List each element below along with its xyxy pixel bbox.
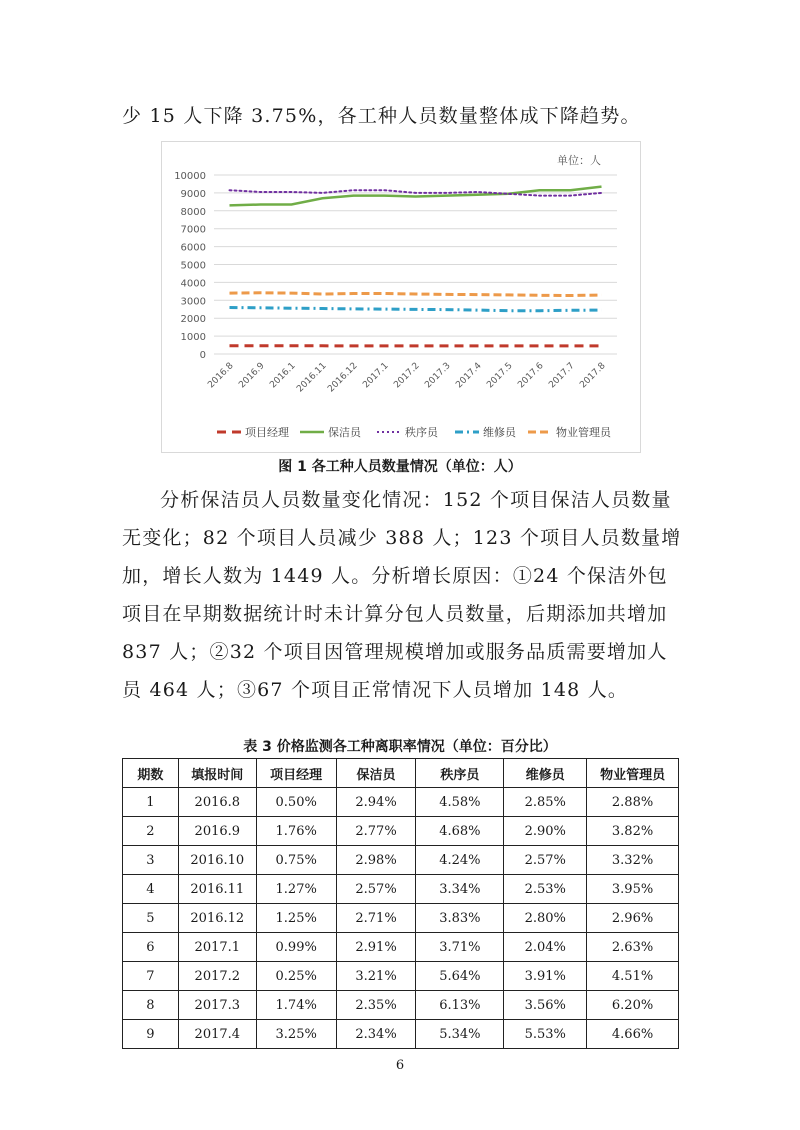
table-cell: 2.88% — [587, 788, 679, 817]
x-tick-label: 2017.3 — [423, 361, 453, 391]
table-cell: 2.77% — [336, 817, 416, 846]
chart-y-axis — [174, 171, 206, 361]
x-tick-label: 2017.8 — [578, 361, 608, 391]
table-cell: 1.25% — [256, 904, 336, 933]
chart-gridlines — [214, 175, 617, 354]
table-cell: 5.34% — [416, 1020, 504, 1049]
table-cell: 6.20% — [587, 991, 679, 1020]
table-cell: 3.91% — [504, 962, 587, 991]
table-cell: 2016.10 — [178, 846, 256, 875]
table-caption: 表 3 价格监测各工种离职率情况（单位：百分比） — [243, 739, 557, 755]
y-tick-label: 3000 — [180, 296, 206, 308]
table-cell: 3.82% — [587, 817, 679, 846]
table-cell: 2.04% — [504, 933, 587, 962]
table-cell: 5 — [123, 904, 179, 933]
x-tick-label: 2017.7 — [547, 361, 577, 391]
chart-legend — [217, 425, 612, 439]
y-tick-label: 0 — [199, 350, 206, 361]
table-cell: 6.13% — [416, 991, 504, 1020]
table-cell: 2.96% — [587, 904, 679, 933]
x-tick-label: 2017.1 — [361, 361, 391, 391]
paragraph-intro: 少 15 人下降 3.75%，各工种人员数量整体成下降趋势。 — [122, 105, 641, 127]
series-line-4 — [230, 293, 602, 296]
table-header-row — [123, 759, 679, 788]
table-cell: 0.25% — [256, 962, 336, 991]
table-row — [123, 933, 679, 962]
table-cell: 4.66% — [587, 1020, 679, 1049]
x-tick-label: 2016.9 — [237, 361, 267, 391]
x-tick-label: 2017.5 — [485, 361, 515, 391]
table-cell: 2.94% — [336, 788, 416, 817]
table-cell: 1.27% — [256, 875, 336, 904]
header-cleaner: 保洁员 — [336, 759, 416, 788]
table-cell: 0.75% — [256, 846, 336, 875]
table-cell: 2.53% — [504, 875, 587, 904]
table-cell: 2.91% — [336, 933, 416, 962]
table-cell: 0.50% — [256, 788, 336, 817]
table-cell: 0.99% — [256, 933, 336, 962]
chart-svg — [162, 142, 640, 452]
table-cell: 1 — [123, 788, 179, 817]
figure-caption: 图 1 各工种人员数量情况（单位：人） — [278, 459, 522, 475]
table-cell: 3.34% — [416, 875, 504, 904]
table-cell: 2.57% — [336, 875, 416, 904]
table-cell: 3.56% — [504, 991, 587, 1020]
table-cell: 6 — [123, 933, 179, 962]
table-cell: 2.90% — [504, 817, 587, 846]
paragraph-analysis: 分析保洁员人员数量变化情况：152 个项目保洁人员数量无变化；82 个项目人员减少 388 人；123 个项目人员数量增加，增长人数为 1449 人。分析增长原因：①24 个保洁外包项目在早期数据统计时未计算分包人员数量，后期添加共增加 837 人；②32 个项目因管理规模增加或服务品质需要增加人员 464 人；③67 个项目正常情况下人员增加 148 人。 — [122, 489, 682, 701]
table-cell: 2017.2 — [178, 962, 256, 991]
table-cell: 8 — [123, 991, 179, 1020]
table-cell: 9 — [123, 1020, 179, 1049]
x-tick-label: 2016.1 — [268, 361, 298, 391]
table-cell: 5.53% — [504, 1020, 587, 1049]
x-tick-label: 2017.6 — [516, 361, 546, 391]
table-row — [123, 846, 679, 875]
table-cell: 3 — [123, 846, 179, 875]
table-cell: 3.25% — [256, 1020, 336, 1049]
table-cell: 1.76% — [256, 817, 336, 846]
table-row — [123, 875, 679, 904]
table-row — [123, 1020, 679, 1049]
legend-label: 项目经理 — [245, 426, 289, 439]
y-tick-label: 9000 — [180, 188, 206, 200]
y-tick-label: 7000 — [180, 224, 206, 236]
series-line-3 — [230, 308, 602, 311]
table-cell: 2.57% — [504, 846, 587, 875]
x-tick-label: 2016.11 — [295, 361, 329, 395]
table-cell: 3.83% — [416, 904, 504, 933]
table-cell: 3.71% — [416, 933, 504, 962]
table-cell: 2.34% — [336, 1020, 416, 1049]
header-period: 期数 — [123, 759, 179, 788]
table-row — [123, 962, 679, 991]
legend-label: 维修员 — [483, 426, 516, 439]
chart-x-axis — [206, 361, 608, 395]
y-tick-label: 5000 — [180, 260, 206, 272]
table-cell: 2017.4 — [178, 1020, 256, 1049]
header-property-admin: 物业管理员 — [587, 759, 679, 788]
legend-label: 保洁员 — [328, 426, 361, 439]
x-tick-label: 2017.4 — [454, 361, 484, 391]
y-tick-label: 10000 — [174, 171, 206, 182]
table-cell: 4.58% — [416, 788, 504, 817]
table-row — [123, 904, 679, 933]
legend-label: 秩序员 — [405, 426, 438, 439]
table-cell: 5.64% — [416, 962, 504, 991]
table-cell: 2.80% — [504, 904, 587, 933]
x-tick-label: 2016.12 — [326, 361, 360, 395]
chart-unit-label: 单位：人 — [557, 154, 601, 167]
y-tick-label: 4000 — [180, 278, 206, 290]
table-cell: 4.24% — [416, 846, 504, 875]
table-cell: 2.71% — [336, 904, 416, 933]
table-cell: 4 — [123, 875, 179, 904]
table-cell: 1.74% — [256, 991, 336, 1020]
y-tick-label: 1000 — [180, 332, 206, 344]
table-cell: 2.35% — [336, 991, 416, 1020]
table-cell: 2017.3 — [178, 991, 256, 1020]
table-row — [123, 991, 679, 1020]
table-cell: 3.32% — [587, 846, 679, 875]
y-tick-label: 2000 — [180, 314, 206, 326]
y-tick-label: 8000 — [180, 206, 206, 218]
table-cell: 2016.12 — [178, 904, 256, 933]
table-cell: 2017.1 — [178, 933, 256, 962]
table-row — [123, 788, 679, 817]
line-chart — [161, 141, 641, 453]
table-cell: 3.21% — [336, 962, 416, 991]
table-cell: 7 — [123, 962, 179, 991]
table-cell: 3.95% — [587, 875, 679, 904]
table-cell: 2016.11 — [178, 875, 256, 904]
table-cell: 2016.9 — [178, 817, 256, 846]
table-cell: 2.85% — [504, 788, 587, 817]
page-number: 6 — [395, 1058, 405, 1073]
y-tick-label: 6000 — [180, 242, 206, 254]
table-cell: 2016.8 — [178, 788, 256, 817]
header-project-manager: 项目经理 — [256, 759, 336, 788]
header-maintenance: 维修员 — [504, 759, 587, 788]
x-tick-label: 2017.2 — [392, 361, 422, 391]
table-cell: 4.68% — [416, 817, 504, 846]
x-tick-label: 2016.8 — [206, 361, 236, 391]
legend-label: 物业管理员 — [556, 426, 611, 439]
table-cell: 2.63% — [587, 933, 679, 962]
table-cell: 2.98% — [336, 846, 416, 875]
turnover-rate-table — [122, 758, 679, 1049]
table-cell: 4.51% — [587, 962, 679, 991]
header-security: 秩序员 — [416, 759, 504, 788]
table-cell: 2 — [123, 817, 179, 846]
header-date: 填报时间 — [178, 759, 256, 788]
table-row — [123, 817, 679, 846]
